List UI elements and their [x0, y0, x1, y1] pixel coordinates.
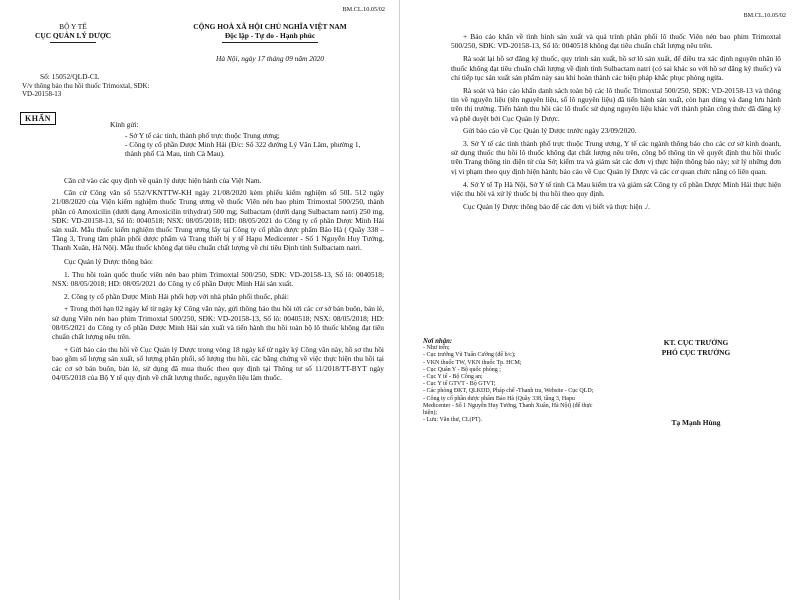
greeting: Kính gửi:	[110, 120, 139, 129]
paragraph: 4. Sở Y tế Tp Hà Nội, Sở Y tế tỉnh Cà Mau kiểm tra và giám sát Công ty cổ phần Dược Minh Hải thực hiện việc thu hồi và xử lý thuốc bị thu hồi theo quy định.	[451, 179, 781, 199]
paragraph: Rà soát và báo cáo khẩn danh sách toàn bộ các lô thuốc Trimoxtal 500/250, SĐK: VD-20158-13 và thông tin về nguyên liệu (tên nguyên liệu, số lô nguyên liệu) đã tiến hành sản xuất, còn hạn dùng và đang lưu hành trên thị trường. Tiến hành thu hồi các lô thuốc sử dụng nguyên liệu khác với thành phần công thức đã đăng ký và phê duyệt bởi Cục Quản lý Dược.	[451, 86, 781, 123]
document-number: Số: 15052/QLD-CL	[40, 72, 100, 81]
form-code: BM.CL.10.05/02	[342, 6, 385, 13]
recipients-item: - Các phòng ĐKT, QLKDD, Pháp chế -Thanh tra, Website - Cục QLD;	[423, 388, 594, 395]
national-motto: Độc lập - Tự do - Hạnh phúc	[224, 31, 316, 40]
paragraph: 2. Công ty cổ phần Dược Minh Hải phối hợp với nhà phân phối thuốc, phải:	[64, 292, 289, 302]
body-text	[52, 176, 384, 382]
recipients-item: - Cục trưởng Vũ Tuấn Cường (để b/c);	[423, 352, 516, 359]
department-name: CỤC QUẢN LÝ DƯỢC	[35, 31, 111, 40]
recipient-item: - Công ty cổ phần Dược Minh Hải (Đ/c: Số 322 đường Lý Văn Lâm, phường 1, thành phố Cà Mau, tỉnh Cà Mau).	[125, 140, 361, 159]
recipients-title: Nơi nhận:	[423, 338, 453, 345]
header-underline-right	[222, 42, 318, 43]
recipients-item: - Cục Quân Y - Bộ quốc phòng ;	[423, 366, 501, 373]
paragraph: 1. Thu hồi toàn quốc thuốc viên nén bao phim Trimoxtal 500/250, SĐK: VD-20158-13, Số lô: 0040518; NSX: 08/05/2018; HD: 08/05/2021 do Công ty cổ phần Dược Minh Hải sản xuất.	[52, 269, 384, 289]
recipients-item: - Như trên;	[423, 345, 450, 352]
recipients-item: - Cục Y tế - Bộ Công an;	[423, 374, 483, 381]
signer-name: Tạ Mạnh Hùng	[671, 418, 721, 427]
signer-title-2: PHÓ CỤC TRƯỞNG	[661, 348, 731, 357]
recipients-item: - Công ty cổ phần dược phẩm Bảo Hà (Quầy 338, tầng 3, Hapu Medicenter - Số 1 Nguyễn Huy Tưởng, Thanh Xuân, Hà Nội) (để thực hiện);	[423, 395, 593, 417]
recipient-item: - Sở Y tế các tỉnh, thành phố trực thuộc Trung ương;	[125, 131, 280, 140]
paragraph: + Gửi báo cáo thu hồi về Cục Quản lý Dược trong vòng 18 ngày kể từ ngày ký Công văn này, hồ sơ thu hồi bao gồm số lượng sản xuất, số lượng phân phối, số lượng thu hồi, các bằng chứng về việc thực hiện thu hồi tại các cơ sở bán buôn, bán lẻ, sử dụng đã mua thuốc theo quy định tại Thông tư số 11/2018/TT-BYT ngày 04/05/2018 của Bộ Y tế quy định về chất lượng thuốc, nguyên liệu làm thuốc.	[52, 345, 384, 382]
signer-title-1: KT. CỤC TRƯỞNG	[663, 338, 729, 347]
paragraph: Gửi báo cáo về Cục Quản lý Dược trước ngày 23/09/2020.	[463, 125, 637, 135]
header-underline-left	[50, 42, 96, 43]
urgent-stamp: KHẨN	[20, 112, 56, 125]
paragraph: Cục Quản lý Dược thông báo để các đơn vị biết và thực hiện ./.	[463, 202, 650, 212]
paragraph: + Báo cáo khẩn về tình hình sản xuất và quá trình phân phối lô thuốc Viên nén bao phim Trimoxtal 500/250, SĐK: VD-20158-13, Số lô: 0040518 không đạt tiêu chuẩn chất lượng nêu trên.	[451, 32, 781, 51]
paragraph: Căn cứ Công văn số 552/VKNTTW-KH ngày 21/08/2020 kèm phiếu kiểm nghiệm số 50L 512 ngày 21/08/2020 của Viện kiểm nghiệm thuốc Trung ương về thuốc Viên nén bao phim Trimoxtal 500/250, thành phần có Amoxicilin (dưới dạng Amoxicilin trihydrat) 500 mg; Sulbactam (dưới dạng Sulbactam natri) 250 mg, SĐK: VD-20158-13, Số lô: 0040518; NSX: 08/05/2018; HD: 08/05/2021 do Công ty cổ phần Dược Minh Hải sản xuất. Mẫu thuốc kiểm nghiệm thuốc Trung ương lấy tại Công ty cổ phần dược phẩm Bảo Hà ( Quầy 338 – Tầng 3, Trung tâm phân phối dược phẩm và Trang thiết bị y tế Hapu Medicenter - Số 1 Nguyễn Huy Tưởng, Thanh Xuân, Hà Nội). Mẫu thuốc không đạt tiêu chuẩn chất lượng về chỉ tiêu Định tính Sulbactam natri.	[52, 188, 384, 253]
document-subject: V/v thông báo thu hồi thuốc Trimoxtal, SĐK: VD-20158-13	[22, 82, 150, 99]
paragraph: Rà soát lại hồ sơ đăng ký thuốc, quy trình sản xuất, hồ sơ lô sản xuất, để điều tra xác định nguyên nhân lô thuốc không đạt tiêu chuẩn chất lượng về định tính Sulbactam natri (có sai khác so với hồ sơ đăng ký thuốc) và chỉ tiếp tục sản xuất sản phẩm này sau khi hoàn thành các biện pháp khắc phục phòng ngừa.	[451, 54, 781, 82]
recipients-item: - Cục Y tế GTVT - Bộ GTVT;	[423, 381, 496, 388]
republic-title: CỘNG HOÀ XÃ HỘI CHỦ NGHĨA VIỆT NAM	[193, 22, 347, 31]
recipient-list	[125, 131, 375, 159]
ministry-name: BỘ Y TẾ	[59, 22, 87, 31]
body-text	[451, 32, 781, 211]
paragraph: Căn cứ vào các quy định về quản lý dược hiện hành của Việt Nam.	[64, 176, 262, 185]
paragraph: + Trong thời hạn 02 ngày kể từ ngày ký Công văn này, gửi thông báo thu hồi tới các cơ sở bán buôn, bán lẻ, sử dụng Viên nén bao phim Trimoxtal 500/250, SĐK: VD-20158-13, Số lô: 0040518; NSX: 08/05/2018; HD: 08/05/2021 do Công ty cổ phần Dược Minh Hải sản xuất và tiến hành thu hồi toàn bộ lô thuốc không đạt tiêu chuẩn chất lượng nêu trên.	[52, 304, 384, 342]
form-code: BM.CL.10.05/02	[743, 12, 786, 19]
document-date: Hà Nội, ngày 17 tháng 09 năm 2020	[216, 54, 324, 63]
paragraph: 3. Sở Y tế các tỉnh thành phố trực thuộc Trung ương, Y tế các ngành thông báo cho các cơ sở kinh doanh, sử dụng thuốc thu hồi lô thuốc không đạt chất lượng nêu trên, công bố thông tin về quyết định thu hồi thuốc trên Trang thông tin điện tử của Sở; kiểm tra và giám sát các đơn vị thực hiện thông báo này; xử lý những đơn vị vi phạm theo quy định hiện hành; báo cáo về Cục Quản lý Dược và các cơ quan chức năng có liên quan.	[451, 139, 781, 176]
recipients-item: - VKN thuốc TW, VKN thuốc Tp. HCM;	[423, 359, 522, 366]
paragraph: Cục Quản lý Dược thông báo:	[64, 256, 153, 266]
document-page-2	[401, 0, 800, 600]
recipients-item: - Lưu: Văn thư, CL(PT).	[423, 417, 483, 424]
recipients-block	[423, 338, 603, 424]
